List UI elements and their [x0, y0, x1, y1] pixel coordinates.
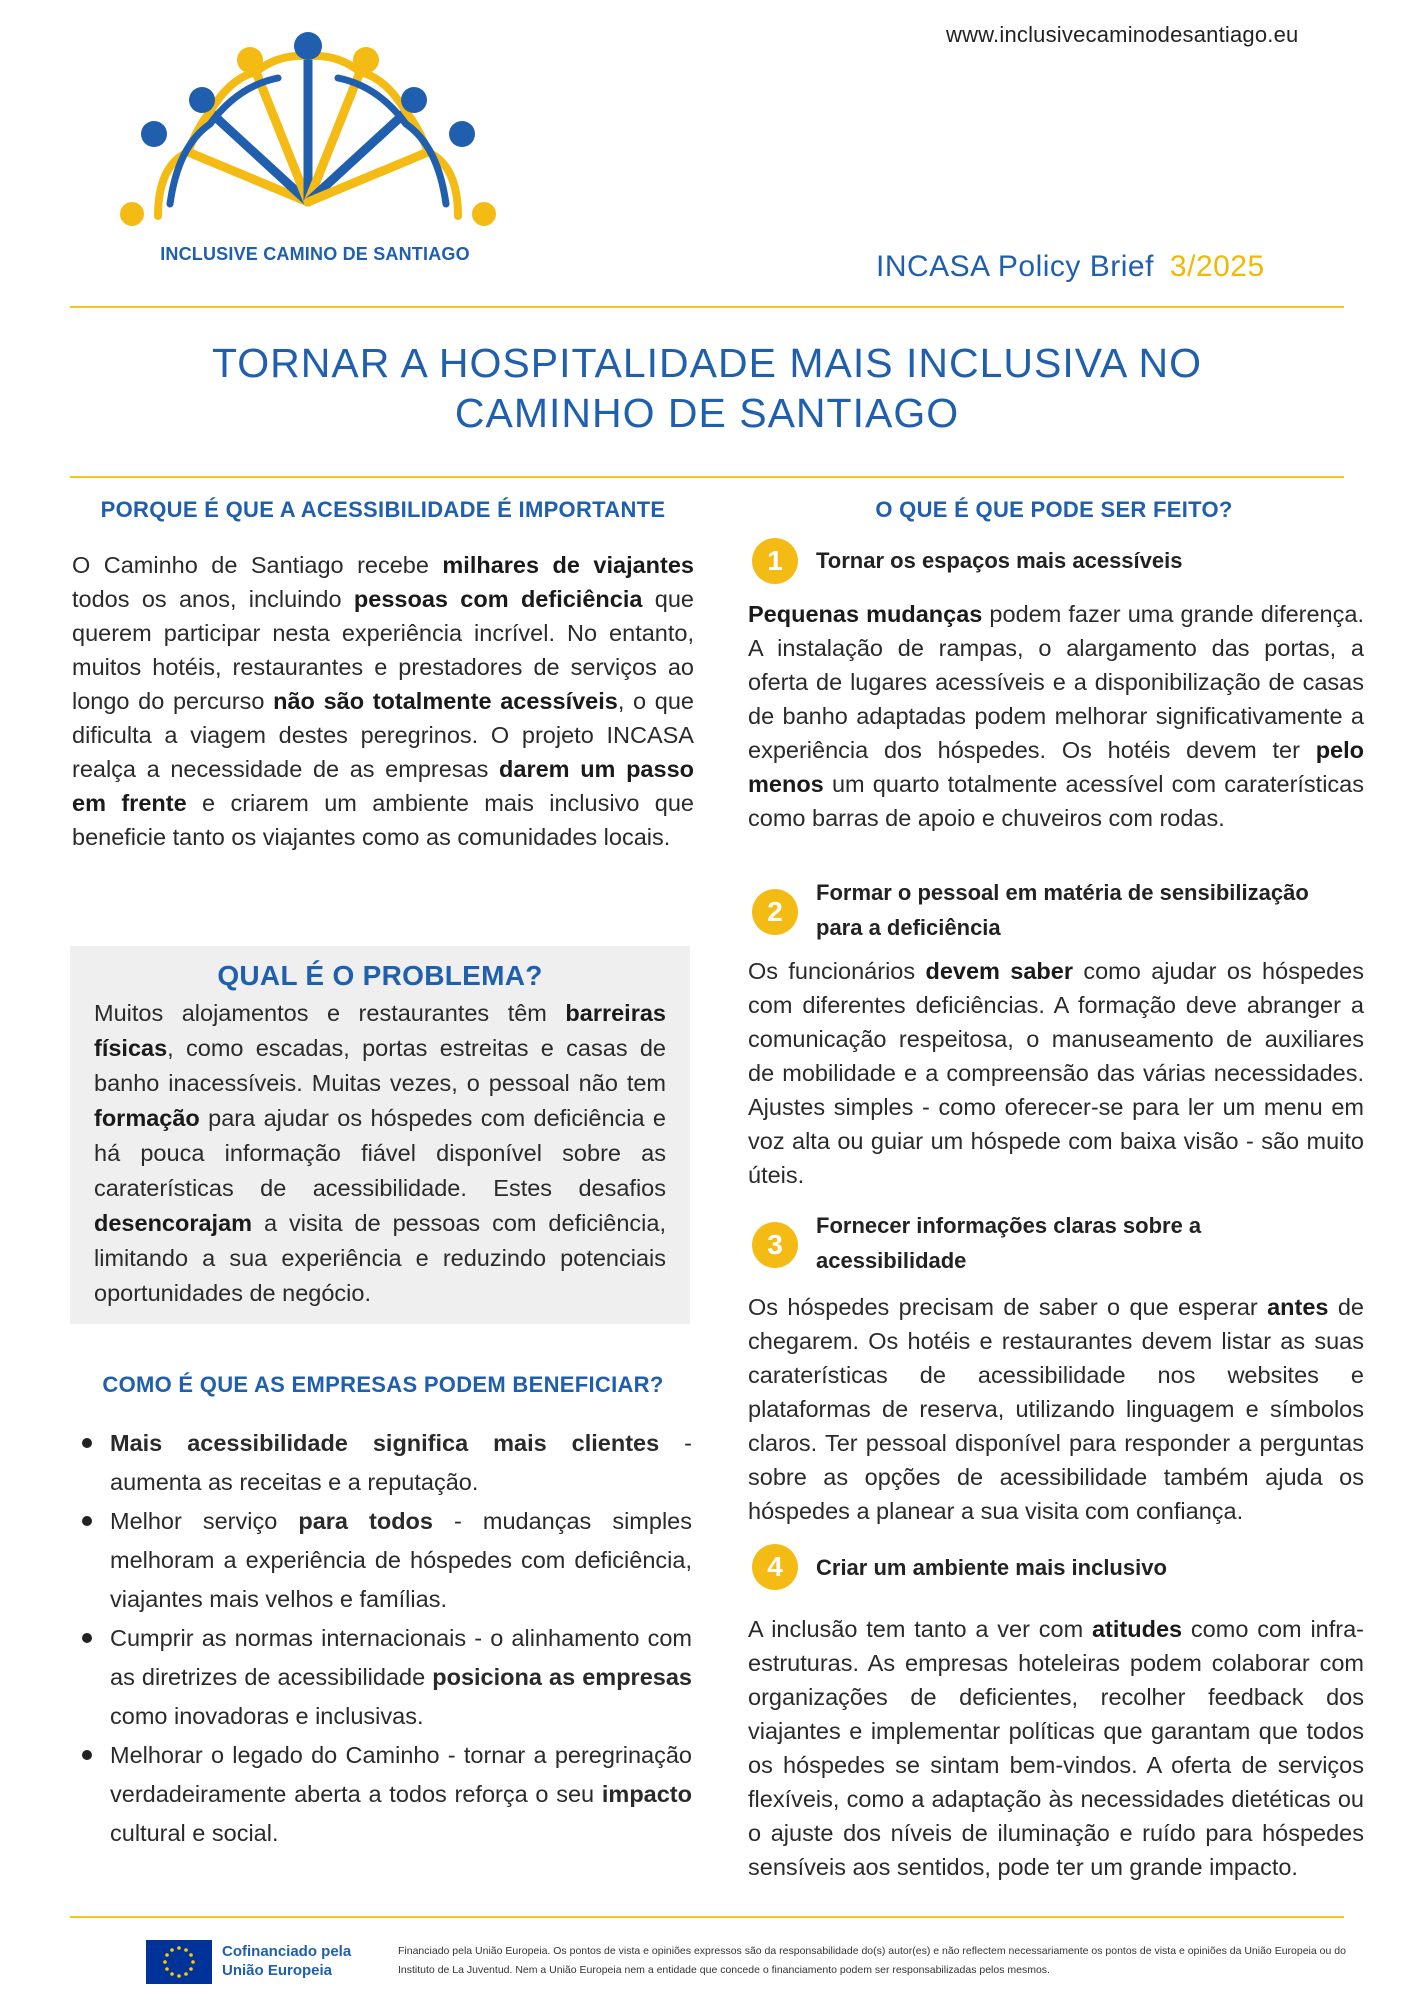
why-heading: PORQUE É QUE A ACESSIBILIDADE É IMPORTANTE	[100, 497, 666, 522]
step-4-title: Criar um ambiente mais inclusivo	[816, 1555, 1167, 1580]
list-item: Melhor serviço para todos - mudanças simples melhoram a experiência de hóspedes com deficiência, viajantes mais velhos e famílias.	[80, 1502, 692, 1619]
step-1-badge: 1	[752, 538, 798, 584]
step-2-title: Formar o pessoal em matéria de sensibilização para a deficiência	[816, 880, 1309, 940]
problem-heading: QUAL É O PROBLEMA?	[217, 960, 543, 991]
problem-paragraph: Muitos alojamentos e restaurantes têm barreiras físicas, como escadas, portas estreitas e casas de banho inacessíveis. Muitas vezes, o pessoal não tem formação para ajudar os hóspedes com deficiência e há pouca informação fiável disponível sobre as caraterísticas de acessibilidade. Estes desafios desencorajam a visita de pessoas com deficiência, limitando a sua experiência e reduzindo potenciais oportunidades de negócio.	[94, 1000, 666, 1306]
policy-brief-label	[876, 250, 1265, 284]
step-3-title: Fornecer informações claras sobre a acessibilidade	[816, 1213, 1202, 1273]
list-item: Mais acessibilidade significa mais clientes - aumenta as receitas e a reputação.	[80, 1424, 692, 1502]
actions-heading: O QUE É QUE PODE SER FEITO?	[875, 497, 1233, 522]
footer-divider	[70, 1916, 1344, 1918]
benefit-heading: COMO É QUE AS EMPRESAS PODEM BENEFICIAR?	[102, 1372, 664, 1397]
brief-label: INCASA Policy Brief	[876, 250, 1154, 283]
step-1-title: Tornar os espaços mais acessíveis	[816, 548, 1183, 573]
brief-number: 3/2025	[1169, 250, 1265, 283]
eu-cofunding-label: Cofinanciado pela União Europeia	[222, 1943, 352, 1979]
benefit-list	[80, 1424, 692, 1853]
logo-wordmark: INCLUSIVE CAMINO DE SANTIAGO	[160, 244, 470, 264]
title-line-2: CAMINHO DE SANTIAGO	[454, 390, 960, 436]
inclusive-camino-logo	[118, 26, 498, 266]
page-title	[90, 338, 1324, 438]
header-divider	[70, 306, 1344, 308]
website-url[interactable]: www.inclusivecaminodesantiago.eu	[946, 22, 1299, 47]
step-4-badge: 4	[752, 1544, 798, 1590]
step-3-badge: 3	[752, 1222, 798, 1268]
title-divider	[70, 476, 1344, 478]
step-1-text: Pequenas mudanças podem fazer uma grande diferença. A instalação de rampas, o alargamento das portas, a oferta de lugares acessíveis e a disponibilização de casas de banho adaptadas podem melhorar significativamente a experiência dos hóspedes. Os hotéis devem ter pelo menos um quarto totalmente acessível com caraterísticas como barras de apoio e chuveiros com rodas.	[748, 601, 1364, 831]
title-line-1: TORNAR A HOSPITALIDADE MAIS INCLUSIVA NO	[211, 340, 1203, 386]
funding-disclaimer: Financiado pela União Europeia. Os pontos de vista e opiniões expressos são da responsabilidade do(s) autor(es) e não reflectem necessariamente os pontos de vista e opiniões da União Europeia ou do Instituto de La Juventud. Nem a União Europeia nem a entidade que concede o financiamento podem ser responsabilizadas pelos mesmos.	[398, 1945, 1346, 1976]
list-item: Cumprir as normas internacionais - o alinhamento com as diretrizes de acessibilidade posiciona as empresas como inovadoras e inclusivas.	[80, 1619, 692, 1736]
step-4-text: A inclusão tem tanto a ver com atitudes como com infra-estruturas. As empresas hoteleiras podem colaborar com organizações de deficientes, recolher feedback dos viajantes e implementar políticas que garantam que todos os hóspedes se sintam bem-vindos. A oferta de serviços flexíveis, como a adaptação às necessidades dietéticas ou o ajuste dos níveis de iluminação e ruído para hóspedes sensíveis aos sentidos, pode ter um grande impacto.	[748, 1616, 1364, 1880]
list-item: Melhorar o legado do Caminho - tornar a peregrinação verdadeiramente aberta a todos reforça o seu impacto cultural e social.	[80, 1736, 692, 1853]
eu-flag-icon	[146, 1940, 212, 1984]
why-paragraph: O Caminho de Santiago recebe milhares de viajantes todos os anos, incluindo pessoas com deficiência que querem participar nesta experiência incrível. No entanto, muitos hotéis, restaurantes e prestadores de serviços ao longo do percurso não são totalmente acessíveis, o que dificulta a viagem destes peregrinos. O projeto INCASA realça a necessidade de as empresas darem um passo em frente e criarem um ambiente mais inclusivo que beneficie tanto os viajantes como as comunidades locais.	[72, 552, 695, 850]
step-3-text: Os hóspedes precisam de saber o que esperar antes de chegarem. Os hotéis e restaurantes devem listar as suas caraterísticas de acessibilidade nos websites e plataformas de reserva, utilizando linguagem e símbolos claros. Ter pessoal disponível para responder a perguntas sobre as opções de acessibilidade também ajuda os hóspedes a planear a sua visita com confiança.	[748, 1294, 1364, 1524]
step-2-badge: 2	[752, 889, 798, 935]
step-2-text: Os funcionários devem saber como ajudar os hóspedes com diferentes deficiências. A formação deve abranger a comunicação respeitosa, o manuseamento de auxiliares de mobilidade e a compreensão das várias necessidades. Ajustes simples - como oferecer-se para ler um menu em voz alta ou guiar um hóspede com baixa visão - são muito úteis.	[748, 958, 1364, 1188]
